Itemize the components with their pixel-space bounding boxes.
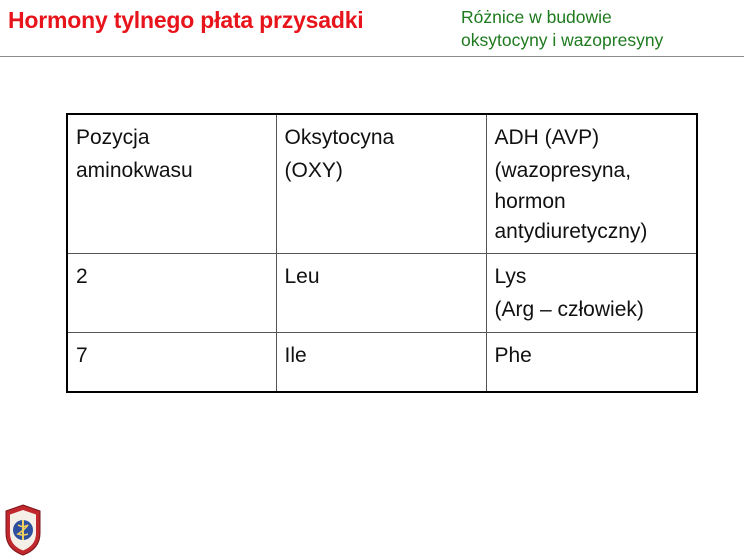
university-seal-icon: [3, 503, 43, 557]
table-row: [67, 254, 697, 333]
cell-oxytocin: Leu: [276, 254, 486, 333]
cell-position: 2: [67, 254, 276, 333]
subtitle-line: Różnice w budowie: [461, 7, 612, 27]
cell-position: 7: [67, 333, 276, 393]
subtitle-line: oksytocyny i wazopresyny: [461, 30, 664, 50]
cell-adh: Phe: [486, 333, 697, 393]
header-cell-adh: ADH (AVP) (wazopresyna, hormon antydiuretyczny): [486, 114, 697, 254]
slide-subtitle: [461, 6, 663, 52]
cell-adh: Lys (Arg – człowiek): [486, 254, 697, 333]
slide-title: Hormony tylnego płata przysadki: [8, 7, 364, 33]
cell-oxytocin: Ile: [276, 333, 486, 393]
header-cell-oxytocin: Oksytocyna (OXY): [276, 114, 486, 254]
table-row: [67, 333, 697, 393]
comparison-table: [66, 113, 698, 393]
table-header-row: [67, 114, 697, 254]
header-divider: [0, 56, 744, 57]
header-cell-position: Pozycja aminokwasu: [67, 114, 276, 254]
